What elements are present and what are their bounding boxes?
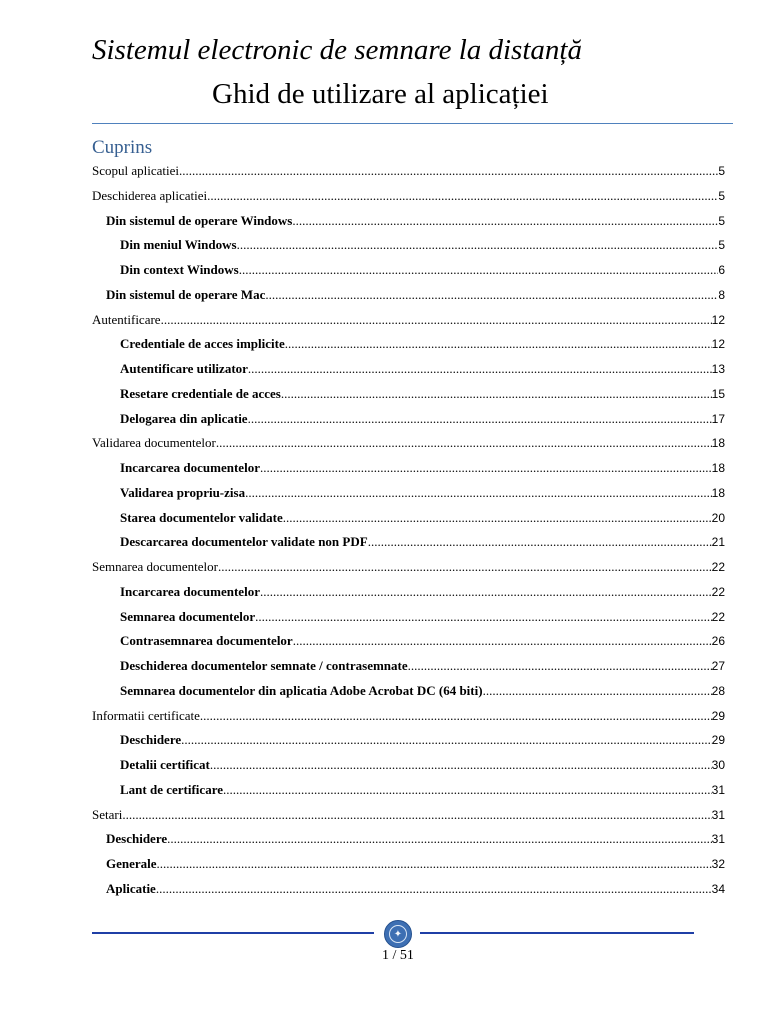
toc-entry-label: Generale bbox=[106, 856, 157, 871]
toc-entry-page: 31 bbox=[711, 807, 725, 822]
toc-entry-page: 26 bbox=[711, 634, 725, 649]
toc-entry-page: 22 bbox=[711, 609, 725, 624]
toc-entry-label: Aplicatie bbox=[106, 880, 156, 896]
toc-entry-label: Din sistemul de operare Windows bbox=[106, 212, 293, 228]
toc-dot-leader bbox=[285, 332, 712, 357]
toc-entry-label: Din meniul Windows bbox=[120, 237, 237, 253]
toc-entry[interactable] bbox=[92, 605, 725, 630]
toc-dot-leader bbox=[167, 827, 712, 852]
document-title: Sistemul electronic de semnare la distanță bbox=[92, 34, 582, 66]
toc-entry-label: Semnarea documentelor bbox=[92, 559, 218, 574]
toc-entry-label: Starea documentelor validate bbox=[120, 509, 283, 525]
toc-entry[interactable] bbox=[92, 332, 725, 357]
toc-entry-page: 30 bbox=[711, 758, 725, 772]
toc-entry[interactable] bbox=[92, 431, 725, 456]
toc-dot-leader bbox=[157, 852, 712, 877]
toc-dot-leader bbox=[216, 431, 712, 456]
toc-entry-label: Incarcarea documentelor bbox=[120, 460, 260, 475]
toc-entry-label: Scopul aplicatiei bbox=[92, 163, 180, 178]
toc-entry-label: Validarea documentelor bbox=[92, 435, 216, 451]
toc-entry-page: 18 bbox=[711, 436, 725, 451]
toc-dot-leader bbox=[239, 258, 719, 283]
table-of-contents bbox=[92, 159, 725, 902]
toc-dot-leader bbox=[265, 283, 718, 308]
toc-entry-page: 28 bbox=[711, 683, 725, 698]
toc-entry-page: 20 bbox=[711, 510, 725, 525]
toc-dot-leader bbox=[408, 654, 712, 679]
toc-entry[interactable] bbox=[92, 654, 725, 679]
toc-entry-label: Lant de certificare bbox=[120, 781, 223, 797]
toc-entry-page: 32 bbox=[711, 857, 725, 871]
toc-entry[interactable] bbox=[92, 530, 725, 555]
toc-entry-page: 15 bbox=[711, 386, 725, 401]
toc-dot-leader bbox=[161, 308, 712, 333]
footer-divider-right bbox=[420, 932, 694, 934]
toc-entry[interactable] bbox=[92, 283, 725, 308]
toc-entry[interactable] bbox=[92, 679, 725, 704]
toc-entry[interactable] bbox=[92, 877, 725, 902]
toc-dot-leader bbox=[207, 184, 718, 209]
toc-entry-page: 5 bbox=[718, 188, 725, 203]
toc-entry-label: Deschiderea documentelor semnate / contrasemnate bbox=[120, 658, 408, 673]
toc-entry-label: Detalii certificat bbox=[120, 757, 210, 772]
toc-dot-leader bbox=[283, 506, 712, 531]
toc-dot-leader bbox=[181, 728, 712, 753]
toc-dot-leader bbox=[122, 803, 711, 828]
page-number: 1 / 51 bbox=[382, 948, 414, 963]
toc-entry[interactable] bbox=[92, 382, 725, 407]
toc-entry-page: 17 bbox=[711, 411, 725, 426]
toc-entry[interactable] bbox=[92, 209, 725, 234]
toc-entry[interactable] bbox=[92, 481, 725, 506]
toc-entry-label: Credentiale de acces implicite bbox=[120, 336, 285, 352]
toc-entry-label: Semnarea documentelor din aplicatia Adobe Acrobat DC (64 biti) bbox=[120, 682, 483, 698]
toc-dot-leader bbox=[210, 753, 712, 778]
toc-entry[interactable] bbox=[92, 728, 725, 753]
toc-dot-leader bbox=[248, 357, 712, 382]
toc-entry-page: 29 bbox=[711, 708, 725, 723]
toc-entry-page: 18 bbox=[711, 461, 725, 475]
toc-entry-label: Delogarea din aplicatie bbox=[120, 410, 248, 426]
header-divider bbox=[92, 123, 733, 124]
toc-entry-page: 31 bbox=[711, 832, 725, 847]
toc-entry-page: 27 bbox=[711, 659, 725, 673]
toc-entry-label: Din context Windows bbox=[120, 262, 239, 277]
toc-entry[interactable] bbox=[92, 629, 725, 654]
toc-entry-label: Autentificare bbox=[92, 311, 161, 327]
footer-divider-left bbox=[92, 932, 374, 934]
toc-entry[interactable] bbox=[92, 184, 725, 209]
toc-entry-label: Validarea propriu-zisa bbox=[120, 484, 246, 500]
toc-dot-leader bbox=[200, 704, 712, 729]
toc-dot-leader bbox=[248, 407, 712, 432]
toc-entry-page: 12 bbox=[711, 337, 725, 352]
toc-entry[interactable] bbox=[92, 704, 725, 729]
toc-entry-page: 12 bbox=[711, 312, 725, 327]
toc-entry[interactable] bbox=[92, 258, 725, 283]
toc-entry-label: Din sistemul de operare Mac bbox=[106, 286, 266, 302]
toc-entry-page: 22 bbox=[711, 584, 725, 599]
toc-entry-label: Deschiderea aplicatiei bbox=[92, 187, 208, 203]
toc-dot-leader bbox=[368, 530, 712, 555]
toc-entry[interactable] bbox=[92, 803, 725, 828]
toc-entry-page: 13 bbox=[711, 362, 725, 376]
toc-dot-leader bbox=[156, 877, 712, 902]
toc-entry-page: 21 bbox=[711, 535, 725, 550]
toc-dot-leader bbox=[218, 555, 712, 580]
toc-entry[interactable] bbox=[92, 753, 725, 778]
toc-dot-leader bbox=[483, 679, 712, 704]
toc-entry[interactable] bbox=[92, 357, 725, 382]
toc-dot-leader bbox=[260, 580, 712, 605]
toc-entry[interactable] bbox=[92, 159, 725, 184]
toc-entry-label: Autentificare utilizator bbox=[120, 361, 248, 376]
toc-entry[interactable] bbox=[92, 308, 725, 333]
toc-entry-page: 22 bbox=[711, 560, 725, 574]
toc-entry[interactable] bbox=[92, 852, 725, 877]
toc-entry[interactable] bbox=[92, 506, 725, 531]
toc-entry-label: Incarcarea documentelor bbox=[120, 583, 260, 599]
toc-entry[interactable] bbox=[92, 827, 725, 852]
toc-entry-label: Semnarea documentelor bbox=[120, 608, 256, 624]
toc-heading: Cuprins bbox=[92, 137, 153, 158]
toc-entry-page: 29 bbox=[711, 733, 725, 748]
toc-entry-label: Contrasemnarea documentelor bbox=[120, 633, 293, 649]
toc-dot-leader bbox=[255, 605, 711, 630]
toc-entry-page: 5 bbox=[718, 164, 725, 178]
toc-entry[interactable] bbox=[92, 555, 725, 580]
toc-entry[interactable] bbox=[92, 456, 725, 481]
toc-entry[interactable] bbox=[92, 233, 725, 258]
toc-entry[interactable] bbox=[92, 778, 725, 803]
toc-dot-leader bbox=[293, 629, 712, 654]
toc-entry[interactable] bbox=[92, 407, 725, 432]
seal-logo-icon: ✦ bbox=[384, 920, 412, 948]
toc-dot-leader bbox=[179, 159, 718, 184]
toc-entry-label: Descarcarea documentelor validate non PDF bbox=[120, 534, 368, 550]
toc-entry-label: Informatii certificate bbox=[92, 707, 200, 723]
document-subtitle: Ghid de utilizare al aplicației bbox=[212, 78, 549, 110]
toc-entry-label: Deschidere bbox=[120, 732, 182, 748]
toc-entry-page: 8 bbox=[718, 287, 725, 302]
toc-entry-label: Resetare credentiale de acces bbox=[120, 385, 281, 401]
toc-dot-leader bbox=[260, 456, 712, 481]
toc-dot-leader bbox=[245, 481, 712, 506]
toc-dot-leader bbox=[223, 778, 712, 803]
toc-entry-page: 5 bbox=[718, 238, 725, 253]
toc-dot-leader bbox=[237, 233, 719, 258]
toc-entry-page: 18 bbox=[711, 485, 725, 500]
toc-entry-label: Deschidere bbox=[106, 831, 168, 847]
toc-dot-leader bbox=[292, 209, 718, 234]
toc-entry-page: 5 bbox=[718, 213, 725, 228]
toc-dot-leader bbox=[281, 382, 712, 407]
toc-entry-page: 31 bbox=[711, 782, 725, 797]
toc-entry-label: Setari bbox=[92, 806, 123, 822]
toc-entry-page: 34 bbox=[711, 881, 725, 896]
toc-entry[interactable] bbox=[92, 580, 725, 605]
toc-entry-page: 6 bbox=[718, 263, 725, 277]
